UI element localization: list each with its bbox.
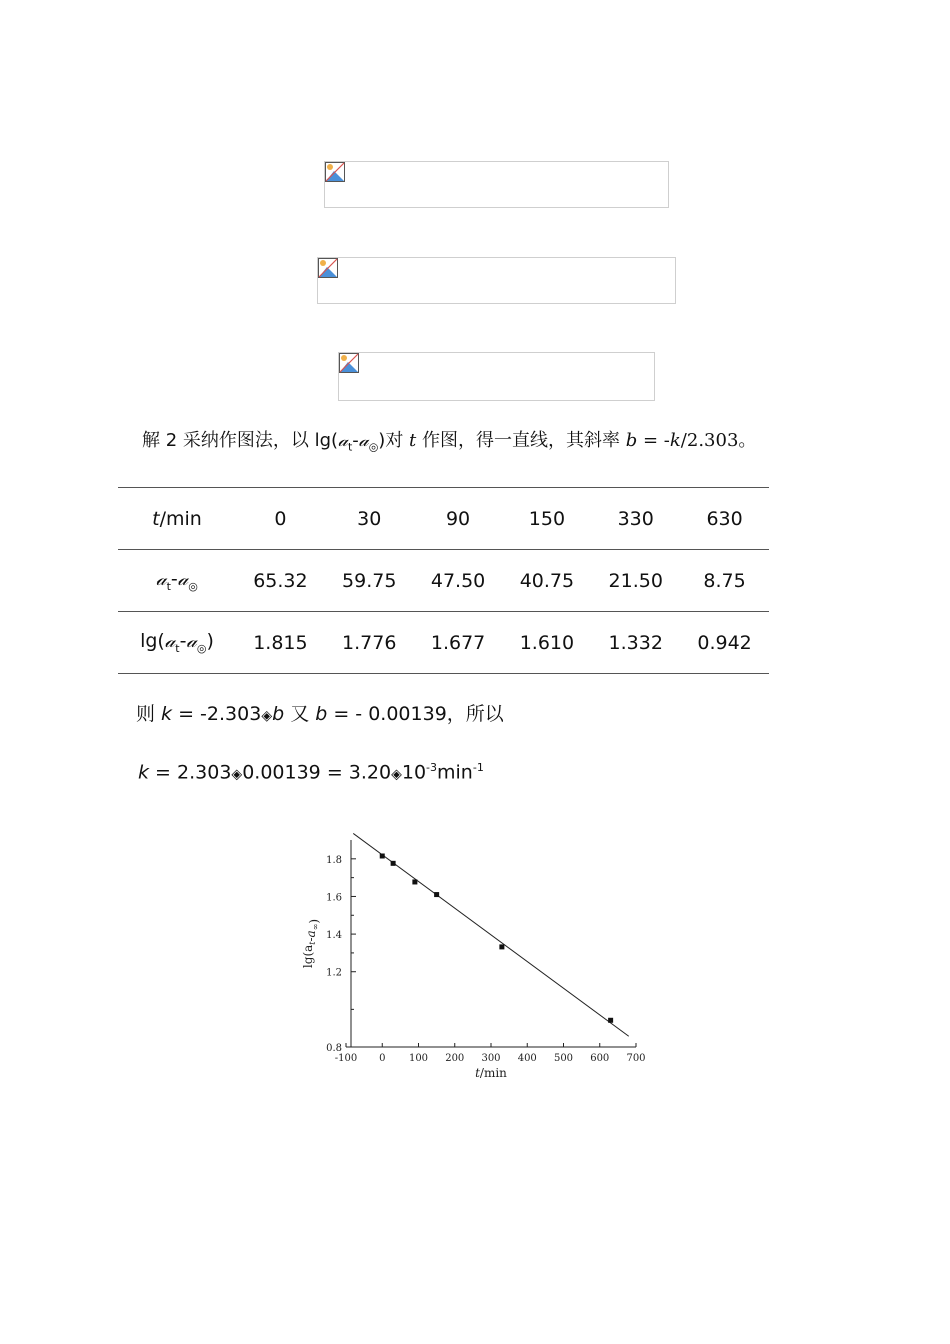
symbol-a: 𝒶 (338, 430, 348, 451)
broken-image-icon (339, 353, 359, 373)
formula-line-2: k = 2.303◈0.00139 = $3.20◈10^{-3}\min^{-1}$ (138, 761, 484, 784)
image-placeholder-2 (317, 257, 676, 304)
table-cell: 630 (680, 488, 769, 550)
multiply-glyph: ◈ (231, 766, 243, 783)
regression-chart (298, 832, 668, 1092)
data-point (499, 944, 504, 949)
var-t: t (152, 507, 160, 530)
table-row-difference (118, 550, 769, 612)
table-cell: 1.332 (591, 612, 680, 674)
y-axis-label: $\lg(a_t-a_\infty)$ (301, 918, 321, 969)
x-tick-label: 500 (553, 1053, 574, 1064)
var-k: k (161, 703, 173, 725)
intro-paragraph (142, 426, 756, 454)
data-point (380, 853, 385, 858)
broken-image-icon (325, 162, 345, 182)
intro-prefix: 解 2 采纳作图法，以 lg( (142, 430, 339, 451)
var-b: b (625, 430, 638, 451)
table-cell: 150 (502, 488, 591, 550)
table-cell: 1.677 (414, 612, 503, 674)
table-cell: 1.610 (502, 612, 591, 674)
var-b: b (272, 703, 285, 725)
y-tick-label: 1.4 (326, 930, 342, 942)
y-tick-label: 1.6 (326, 892, 342, 904)
var-t: t (409, 430, 417, 451)
symbol-a-inf: 𝒶 (358, 430, 369, 451)
var-k: k (138, 761, 150, 784)
table-cell: 90 (414, 488, 503, 550)
header-label (118, 488, 236, 550)
x-tick-label: -100 (334, 1053, 358, 1064)
x-tick-label: 700 (626, 1053, 646, 1064)
x-tick-label: 300 (481, 1053, 501, 1064)
unit-min: /min (159, 507, 202, 530)
subscript-inf: ◎ (368, 440, 379, 454)
row-label: 𝒶$_t$-𝒶$_◎$ (118, 550, 236, 612)
table-cell: 8.75 (680, 550, 769, 612)
table-cell: 1.815 (236, 612, 325, 674)
x-tick-label: 400 (517, 1053, 537, 1064)
y-tick-label: 1.8 (326, 854, 342, 866)
data-point (412, 879, 417, 884)
multiply-glyph: ◈ (261, 708, 273, 724)
table-cell: 0.942 (680, 612, 769, 674)
intro-suffix2: /2.303。 (680, 430, 757, 451)
x-axis-label: t/min (475, 1066, 507, 1080)
y-tick-label: 1.2 (326, 967, 342, 979)
intro-mid: )对 (378, 430, 410, 451)
table-cell: 330 (591, 488, 680, 550)
x-tick-label: 0 (379, 1053, 386, 1064)
y-tick-label: 0.8 (326, 1043, 342, 1054)
intro-eq: = - (637, 430, 670, 451)
data-point (391, 861, 396, 866)
x-tick-label: 200 (445, 1053, 465, 1064)
table-cell: 59.75 (325, 550, 414, 612)
subscript-t: t (347, 440, 353, 454)
table-cell: 47.50 (414, 550, 503, 612)
var-k: k (669, 430, 681, 451)
table-row-log (118, 612, 769, 674)
data-table (118, 487, 769, 674)
x-tick-label: 100 (408, 1053, 429, 1064)
var-b: b (315, 703, 328, 725)
dash: - (352, 430, 359, 451)
formula-line-1: 则 k = -2.303◈b 又 b = - 0.00139，所以 (136, 703, 504, 725)
table-row-header (118, 488, 769, 550)
table-cell: 21.50 (591, 550, 680, 612)
data-point (434, 892, 439, 897)
row-label: lg(𝒶$_t$-𝒶$_◎$) (118, 612, 236, 674)
image-placeholder-1 (324, 161, 669, 208)
table-cell: 1.776 (325, 612, 414, 674)
x-tick-label: 600 (590, 1053, 610, 1064)
broken-image-icon (318, 258, 338, 278)
data-point (608, 1018, 613, 1023)
table-cell: 0 (236, 488, 325, 550)
intro-suffix1: 作图，得一直线，其斜率 (416, 430, 626, 451)
table-cell: 30 (325, 488, 414, 550)
image-placeholder-3 (338, 352, 655, 401)
table-cell: 65.32 (236, 550, 325, 612)
multiply-glyph: ◈ (391, 766, 402, 783)
table-cell: 40.75 (502, 550, 591, 612)
